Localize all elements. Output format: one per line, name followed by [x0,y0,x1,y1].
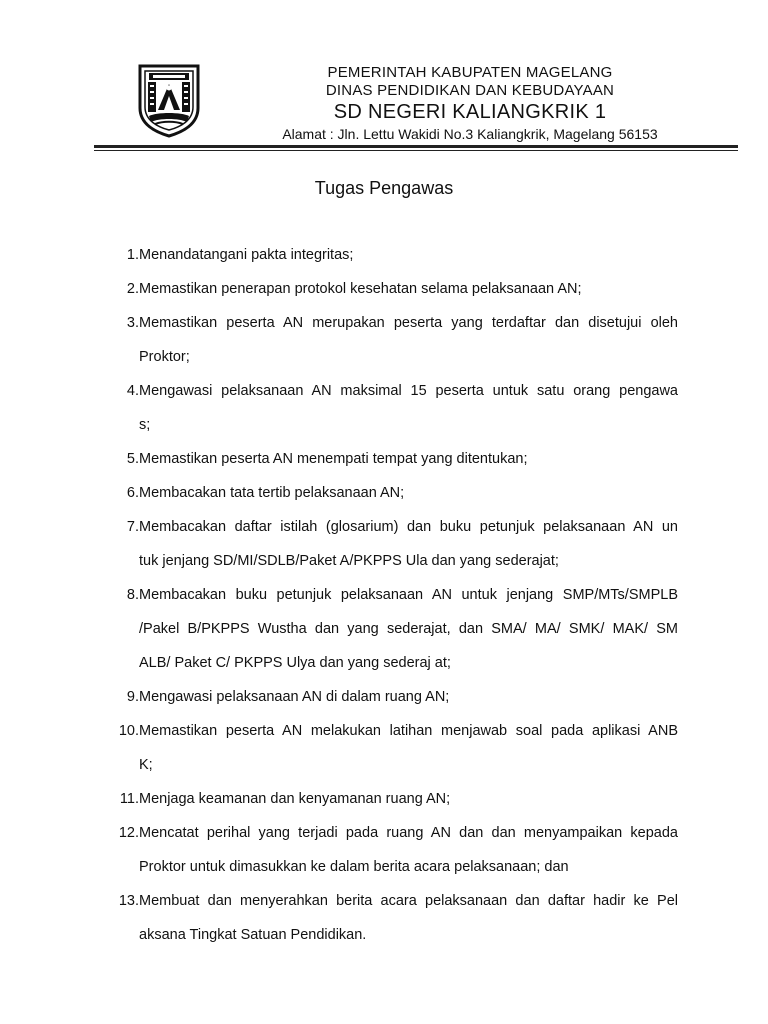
list-item-line: Menjaga keamanan dan kenyamanan ruang AN; [139,791,451,807]
list-item-line: Membuat dan menyerahkan berita acara pelaksanaan dan daftar hadir ke Pel [139,893,678,909]
list-item-number [112,680,139,714]
list-item-text [139,884,678,952]
list-item-line: Memastikan penerapan protokol kesehatan selama pelaksanaan AN; [139,281,582,297]
list-item [112,578,678,680]
list-item-number [112,442,139,476]
list-item-number-text: 7. [126,519,139,535]
list-item-text [139,442,678,476]
list-item [112,680,678,714]
list-item-text [139,680,678,714]
list-item-line: Memastikan peserta AN merupakan peserta yang terdaftar dan disetujui oleh [139,315,678,331]
list-item-line: Mengawasi pelaksanaan AN di dalam ruang AN; [139,689,450,705]
list-item-line: ALB/ Paket C/ PKPPS Ulya dan yang sederaj at; [139,655,451,671]
list-item-number-text: 2. [126,281,139,297]
list-item-number-text: 6. [126,485,139,501]
list-item-line: Membacakan buku petunjuk pelaksanaan AN untuk jenjang SMP/MTs/SMPLB [139,587,678,603]
list-item [112,238,678,272]
list-item-line: Mengawasi pelaksanaan AN maksimal 15 peserta untuk satu orang pengawa [139,383,678,399]
government-name: PEMERINTAH KABUPATEN MAGELANG [327,64,613,81]
letterhead-divider-thin [94,150,738,151]
letterhead [260,64,680,143]
list-item [112,442,678,476]
list-item-number-text: 3. [126,315,139,331]
list-item [112,782,678,816]
list-item [112,510,678,578]
list-item-number [112,816,139,884]
list-item [112,714,678,782]
list-item-number [112,510,139,578]
list-item-number-text: 10. [118,723,139,739]
kabupaten-magelang-crest-icon [137,64,201,138]
list-item-number-text: 1. [126,247,139,263]
school-name: SD NEGERI KALIANGKRIK 1 [333,101,607,123]
school-address: Alamat : Jln. Lettu Wakidi No.3 Kaliangkrik, Magelang 56153 [282,126,658,142]
list-item-text [139,714,678,782]
list-item [112,272,678,306]
list-item-line: Menandatangani pakta integritas; [139,247,354,263]
list-item-text [139,476,678,510]
list-item-number [112,476,139,510]
list-item-number [112,714,139,782]
list-item-text [139,782,678,816]
list-item-line: /Pakel B/PKPPS Wustha dan yang sederajat, dan SMA/ MA/ SMK/ MAK/ SM [139,621,678,637]
list-item-text [139,306,678,374]
list-item-text [139,374,678,442]
list-item-line: tuk jenjang SD/MI/SDLB/Paket A/PKPPS Ula dan yang sederajat; [139,553,559,569]
list-item-line: Membacakan daftar istilah (glosarium) dan buku petunjuk pelaksanaan AN un [139,519,678,535]
list-item-number-text: 8. [126,587,139,603]
list-item-number-text: 4. [126,383,139,399]
list-item-number-text: 13. [118,893,139,909]
list-item [112,306,678,374]
task-list [112,238,678,952]
list-item-number [112,782,139,816]
list-item [112,816,678,884]
list-item-line: Proktor untuk dimasukkan ke dalam berita acara pelaksanaan; dan [139,859,569,875]
document-title [0,177,768,199]
letterhead-divider-thick [94,145,738,148]
list-item-text [139,238,678,272]
list-item-number [112,578,139,680]
list-item-line: Memastikan peserta AN menempati tempat yang ditentukan; [139,451,528,467]
department-name: DINAS PENDIDIKAN DAN KEBUDAYAAN [325,82,615,99]
list-item-number [112,238,139,272]
list-item-text [139,510,678,578]
list-item-number [112,884,139,952]
list-item-line: Proktor; [139,349,190,365]
list-item-text [139,578,678,680]
list-item-line: s; [139,417,151,433]
list-item [112,884,678,952]
list-item-line: K; [139,757,153,773]
list-item-line: Mencatat perihal yang terjadi pada ruang AN dan dan menyampaikan kepada [139,825,678,841]
list-item [112,374,678,442]
list-item-line: aksana Tingkat Satuan Pendidikan. [139,927,367,943]
list-item-line: Memastikan peserta AN melakukan latihan menjawab soal pada aplikasi ANB [139,723,678,739]
list-item-text [139,272,678,306]
list-item-text [139,816,678,884]
list-item-number [112,374,139,442]
list-item-number-text: 11. [119,791,139,807]
document-title-text: Tugas Pengawas [314,178,454,198]
list-item-number [112,272,139,306]
list-item-number-text: 5. [126,451,139,467]
list-item-number [112,306,139,374]
list-item-line: Membacakan tata tertib pelaksanaan AN; [139,485,405,501]
list-item-number-text: 9. [126,689,139,705]
list-item [112,476,678,510]
list-item-number-text: 12. [118,825,139,841]
